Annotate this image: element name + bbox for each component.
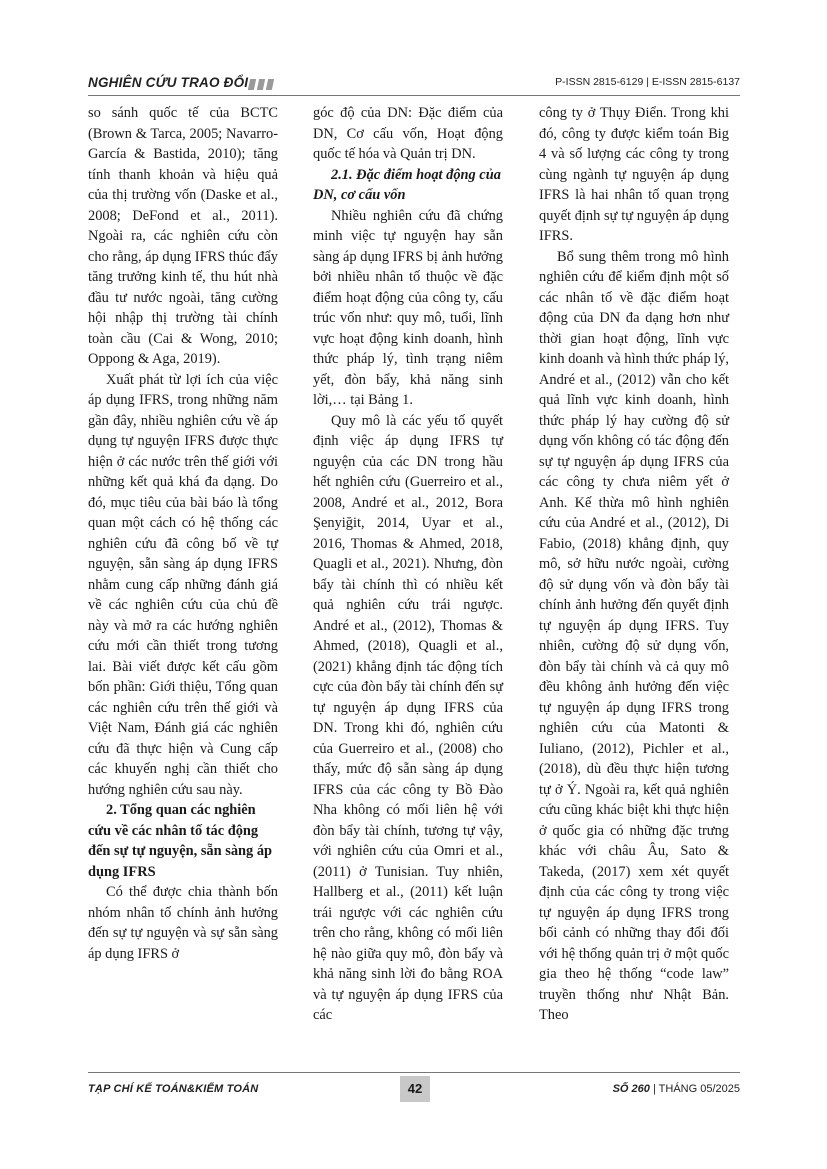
paragraph: Xuất phát từ lợi ích của việc áp dụng IFRS, trong những năm gần đây, nhiều nghiên cứu về áp dụng tự nguyện IFRS được thực hiện ở các nước trên thế giới với những kết quả khá đa dạng. Do đó, mục tiêu của bài báo là tổng quan một cách có hệ thống các nghiên cứu đã công bố về tự nguyện, sẵn sàng áp dụng IFRS nhằm cung cấp những đánh giá về các nghiên cứu của chủ đề này và mở ra các hướng nghiên cứu mới cần thiết trong tương lai. Bài viết được kết cấu gồm bốn phần: Giới thiệu, Tổng quan các nghiên cứu trên thế giới và Việt Nam, Đánh giá các nghiên cứu đã thực hiện và Cung cấp các khuyến nghị cần thiết cho hướng nghiên cứu sau này. — [88, 371, 278, 798]
paragraph: góc độ của DN: Đặc điểm của DN, Cơ cấu vốn, Hoạt động quốc tế hóa và Quản trị DN. — [313, 105, 503, 162]
footer-divider — [88, 1072, 740, 1073]
subsection-heading: 2.1. Đặc điểm hoạt động của DN, cơ cấu vốn — [313, 166, 501, 203]
text-column-2 — [313, 103, 503, 1026]
issue-date: | THÁNG 05/2025 — [652, 1083, 740, 1095]
text-column-3 — [539, 103, 729, 1026]
page-header — [88, 74, 740, 94]
paragraph: Bổ sung thêm trong mô hình nghiên cứu để kiểm định một số các nhân tố về đặc điểm hoạt động của DN đa dạng hơn như thời gian hoạt động, lĩnh vực kinh doanh và hình thức pháp lý, André et al., (2012) vẫn cho kết quả lĩnh vực kinh doanh, hình thức pháp lý hay cường độ sử dụng vốn không có tác động đến sự tự nguyện áp dụng IFRS của các công ty chưa niêm yết ở Anh. Kế thừa mô hình nghiên cứu của André et al., (2012), Di Fabio, (2018) khẳng định, quy mô, sở hữu nước ngoài, cường độ sử dụng vốn và đòn bẩy tài chính ảnh hưởng đến quyết định tự nguyện áp dụng IFRS. Tuy nhiên, cường độ sử dụng vốn, đòn bẩy tài chính và cả quy mô đều không ảnh hưởng đến việc tự nguyện áp dụng IFRS trong nghiên cứu của Matonti & Iuliano, (2012), Pichler et al., (2018), dù đều thực hiện tương tự ở Ý. Ngoài ra, kết quả nghiên cứu cũng khác biệt khi thực hiện ở quốc gia có những đặc trưng khác với châu Âu, Sato & Takeda, (2017) xem xét quyết định của các công ty trong việc tự nguyện áp dụng IFRS trong bối cảnh có những thay đổi đối với hệ thống quản trị ở một quốc gia theo hệ thống “code law” truyền thống như Nhật Bản. Theo — [539, 248, 729, 1023]
journal-section-title: NGHIÊN CỨU TRAO ĐỔI — [88, 75, 249, 90]
paragraph: Quy mô là các yếu tố quyết định việc áp dụng IFRS tự nguyện của các DN trong hầu hết nghiên cứu (Guerreiro et al., 2008, André et al., 2012, Bora Şenyiğit, 2014, Uyar et al., 2016, Thomas & Ahmed, 2018, Quagli et al., 2021). Nhưng, đòn bẩy tài chính thì có nhiều kết quả nghiên cứu trái ngược. André et al., (2012), Thomas & Ahmed, (2018), Quagli et al., (2021) khẳng định tác động tích cực của đòn bẩy tài chính đến sự tự nguyện áp dụng IFRS của DN. Trong khi đó, nghiên cứu của Guerreiro et al., (2008) cho thấy, mức độ sẵn sàng áp dụng IFRS của các công ty Bồ Đào Nha không có mối liên hệ với đòn bẩy tài chính, tương tự vậy, với nghiên cứu của Omri et al., (2011) ở Tunisian. Tuy nhiên, Hallberg et al., (2011) kết luận trái ngược với các nghiên cứu trên cho rằng, không có mối liên hệ nào giữa quy mô, đòn bẩy và khả năng sinh lời đo bằng ROA và tự nguyện áp dụng IFRS của các — [313, 412, 503, 1023]
paragraph: Có thể được chia thành bốn nhóm nhân tố chính ảnh hưởng đến sự tự nguyện và sự sẵn sàng áp dụng IFRS ở — [88, 884, 278, 962]
paragraph: Nhiều nghiên cứu đã chứng minh việc tự nguyện hay sẵn sàng áp dụng IFRS bị ảnh hưởng bởi nhiều nhân tố thuộc về đặc điểm hoạt động của công ty, cấu trúc vốn như: quy mô, tuổi, lĩnh vực hoạt động kinh doanh, hình thức pháp lý, tình trạng niêm yết, đòn bẩy, khả năng sinh lời,… tại Bảng 1. — [313, 207, 503, 408]
page-number: 42 — [400, 1076, 430, 1102]
paragraph: so sánh quốc tế của BCTC (Brown & Tarca, 2005; Navarro-García & Bastida, 2010); tăng tính thanh khoản và hiệu quả của thị trường vốn (Daske et al., 2008; DeFond et al., 2011). Ngoài ra, các nghiên cứu còn cho rằng, áp dụng IFRS thúc đẩy tăng trưởng kinh tế, thu hút nhà đầu tư nước ngoài, tăng cường hội nhập thị trường tài chính toàn cầu (Cai & Wong, 2010; Oppong & Aga, 2019). — [88, 105, 278, 367]
journal-name: TẠP CHÍ KẾ TOÁN&KIỂM TOÁN — [88, 1083, 259, 1095]
issue-info — [613, 1083, 740, 1095]
decorative-bars — [249, 77, 276, 88]
section-heading: 2. Tổng quan các nghiên cứu về các nhân tố tác động đến sự tự nguyện, sẵn sàng áp dụng IFRS — [88, 802, 273, 880]
paragraph: công ty ở Thụy Điển. Trong khi đó, công ty được kiểm toán Big 4 và số lượng các công ty trong cùng ngành tự nguyện áp dụng IFRS là hai nhân tố quan trọng quyết định sự tự nguyện áp dụng IFRS. — [539, 105, 729, 244]
issn-label: P-ISSN 2815-6129 | E-ISSN 2815-6137 — [555, 76, 740, 88]
header-divider — [88, 95, 740, 96]
issue-number: SỐ 260 — [612, 1083, 650, 1095]
text-column-1 — [88, 103, 278, 964]
